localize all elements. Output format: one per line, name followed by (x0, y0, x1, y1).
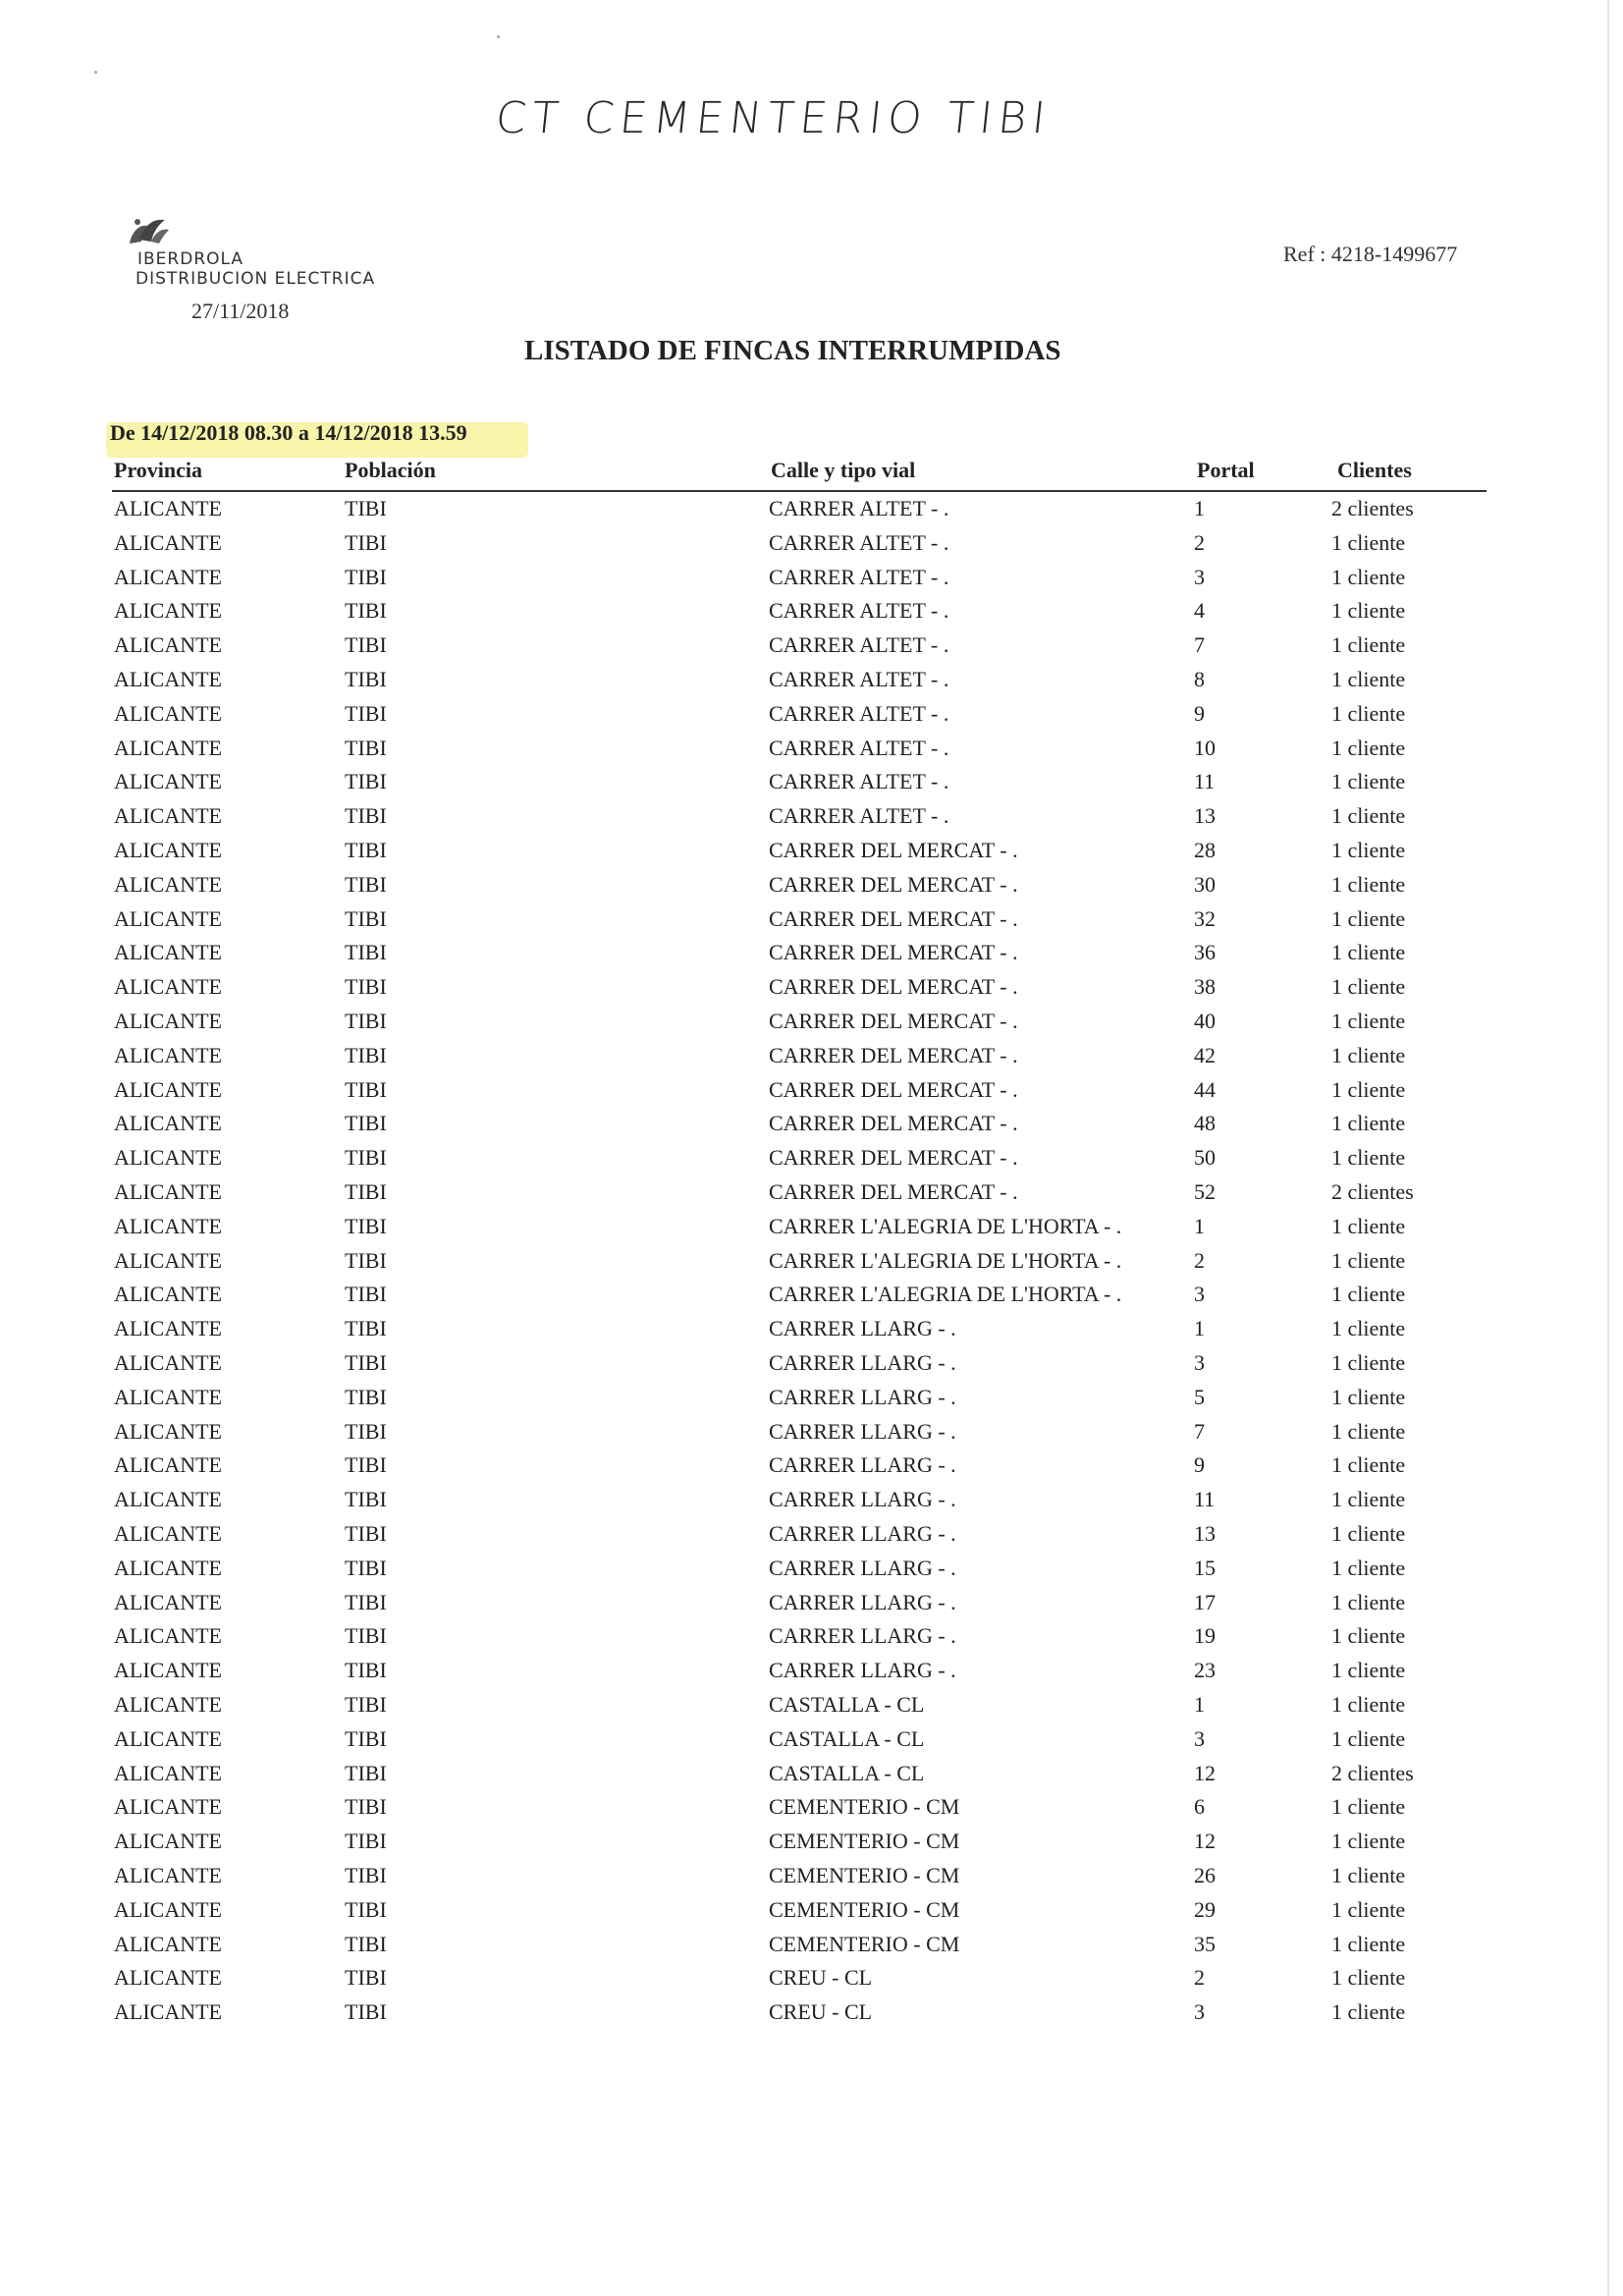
cell-poblacion: TIBI (345, 1350, 387, 1375)
cell-provincia: ALICANTE (114, 598, 222, 624)
cell-poblacion: TIBI (345, 905, 387, 931)
cell-clientes: 1 cliente (1331, 1316, 1406, 1341)
cell-clientes: 1 cliente (1331, 1965, 1406, 1991)
cell-clientes: 1 cliente (1331, 1725, 1406, 1751)
cell-calle: CASTALLA - CL (769, 1692, 925, 1717)
cell-calle: CARRER LLARG - . (769, 1589, 956, 1614)
cell-clientes: 1 cliente (1331, 838, 1406, 862)
table-row (0, 1009, 1623, 1042)
cell-clientes: 1 cliente (1331, 1076, 1406, 1102)
cell-calle: CARRER L'ALEGRIA DE L'HORTA - . (769, 1282, 1122, 1307)
cell-calle: CARRER DEL MERCAT - . (769, 1179, 1018, 1204)
cell-calle: CARRER LLARG - . (769, 1316, 956, 1341)
cell-poblacion: TIBI (345, 1623, 387, 1649)
column-header-poblacion: Población (345, 458, 436, 482)
cell-calle: CARRER ALTET - . (769, 529, 949, 555)
cell-provincia: ALICANTE (114, 1692, 222, 1717)
table-row (0, 1452, 1623, 1486)
cell-provincia: ALICANTE (114, 905, 222, 931)
cell-portal: 3 (1194, 1999, 1205, 2025)
cell-portal: 17 (1194, 1589, 1216, 1614)
cell-provincia: ALICANTE (114, 1999, 222, 2025)
cell-portal: 30 (1194, 871, 1216, 897)
table-row (0, 736, 1623, 769)
cell-poblacion: TIBI (345, 1999, 387, 2025)
cell-clientes: 1 cliente (1331, 1042, 1406, 1067)
cell-portal: 19 (1194, 1623, 1216, 1649)
cell-provincia: ALICANTE (114, 1179, 222, 1204)
cell-clientes: 1 cliente (1331, 1931, 1406, 1956)
table-row (0, 1897, 1623, 1931)
cell-provincia: ALICANTE (114, 1760, 222, 1785)
cell-poblacion: TIBI (345, 1213, 387, 1238)
column-header-calle: Calle y tipo vial (771, 458, 916, 482)
cell-portal: 6 (1194, 1794, 1205, 1820)
column-header-clientes: Clientes (1337, 458, 1412, 482)
cell-calle: CREU - CL (769, 1999, 873, 2025)
cell-calle: CARRER LLARG - . (769, 1623, 956, 1649)
cell-clientes: 1 cliente (1331, 1692, 1406, 1717)
cell-provincia: ALICANTE (114, 1042, 222, 1067)
table-row (0, 1248, 1623, 1282)
cell-provincia: ALICANTE (114, 1829, 222, 1854)
company-division: DISTRIBUCION ELECTRICA (135, 269, 376, 289)
cell-poblacion: TIBI (345, 667, 387, 691)
cell-calle: CARRER LLARG - . (769, 1658, 956, 1683)
table-row (0, 1214, 1623, 1247)
cell-portal: 3 (1194, 1725, 1205, 1751)
cell-clientes: 1 cliente (1331, 769, 1406, 794)
cell-poblacion: TIBI (345, 1384, 387, 1409)
table-row (0, 530, 1623, 564)
cell-provincia: ALICANTE (114, 1316, 222, 1341)
cell-clientes: 1 cliente (1331, 871, 1406, 897)
table-row (0, 769, 1623, 802)
cell-provincia: ALICANTE (114, 803, 222, 829)
cell-portal: 44 (1194, 1076, 1216, 1102)
cell-poblacion: TIBI (345, 1521, 387, 1546)
table-row (0, 1419, 1623, 1452)
cell-poblacion: TIBI (345, 769, 387, 794)
cell-portal: 4 (1194, 598, 1205, 624)
cell-portal: 28 (1194, 838, 1216, 862)
table-row (0, 1521, 1623, 1555)
cell-calle: CARRER DEL MERCAT - . (769, 1145, 1018, 1171)
cell-provincia: ALICANTE (114, 1658, 222, 1683)
cell-calle: CARRER ALTET - . (769, 667, 949, 691)
cell-provincia: ALICANTE (114, 564, 222, 589)
cell-provincia: ALICANTE (114, 838, 222, 862)
cell-calle: CARRER DEL MERCAT - . (769, 905, 1018, 931)
cell-clientes: 1 cliente (1331, 1282, 1406, 1307)
cell-provincia: ALICANTE (114, 1350, 222, 1375)
cell-poblacion: TIBI (345, 838, 387, 862)
cell-provincia: ALICANTE (114, 735, 222, 760)
cell-provincia: ALICANTE (114, 1487, 222, 1512)
cell-poblacion: TIBI (345, 1418, 387, 1444)
cell-clientes: 1 cliente (1331, 1658, 1406, 1683)
cell-clientes: 1 cliente (1331, 1111, 1406, 1136)
cell-portal: 13 (1194, 1521, 1216, 1546)
table-row (0, 701, 1623, 735)
cell-portal: 11 (1194, 769, 1216, 794)
table-row (0, 1350, 1623, 1384)
table-row (0, 1965, 1623, 1998)
table-row (0, 1145, 1623, 1178)
cell-calle: CARRER LLARG - . (769, 1418, 956, 1444)
cell-clientes: 1 cliente (1331, 940, 1406, 965)
table-row (0, 1179, 1623, 1213)
cell-clientes: 1 cliente (1331, 700, 1406, 726)
cell-portal: 23 (1194, 1658, 1216, 1683)
table-row (0, 872, 1623, 905)
cell-poblacion: TIBI (345, 700, 387, 726)
cell-portal: 8 (1194, 667, 1205, 691)
cell-portal: 11 (1194, 1487, 1216, 1512)
cell-poblacion: TIBI (345, 1725, 387, 1751)
cell-provincia: ALICANTE (114, 1931, 222, 1956)
cell-clientes: 1 cliente (1331, 1418, 1406, 1444)
cell-calle: CREU - CL (769, 1965, 873, 1991)
cell-portal: 10 (1194, 735, 1216, 760)
cell-clientes: 1 cliente (1331, 667, 1406, 691)
cell-clientes: 1 cliente (1331, 1589, 1406, 1614)
cell-clientes: 2 clientes (1331, 1179, 1414, 1204)
table-row (0, 632, 1623, 666)
cell-clientes: 1 cliente (1331, 1145, 1406, 1171)
cell-calle: CARRER DEL MERCAT - . (769, 838, 1018, 862)
cell-clientes: 1 cliente (1331, 1350, 1406, 1375)
cell-calle: CARRER LLARG - . (769, 1555, 956, 1580)
cell-poblacion: TIBI (345, 1589, 387, 1614)
cell-portal: 12 (1194, 1760, 1216, 1785)
cell-poblacion: TIBI (345, 564, 387, 589)
cell-clientes: 1 cliente (1331, 1009, 1406, 1033)
cell-provincia: ALICANTE (114, 1247, 222, 1273)
cell-clientes: 1 cliente (1331, 905, 1406, 931)
cell-portal: 13 (1194, 803, 1216, 829)
cell-calle: CARRER LLARG - . (769, 1452, 956, 1478)
cell-portal: 1 (1194, 1316, 1205, 1341)
cell-calle: CARRER DEL MERCAT - . (769, 974, 1018, 1000)
cell-provincia: ALICANTE (114, 1589, 222, 1614)
cell-portal: 1 (1194, 1213, 1205, 1238)
cell-clientes: 1 cliente (1331, 1794, 1406, 1820)
cell-calle: CARRER ALTET - . (769, 564, 949, 589)
cell-portal: 42 (1194, 1042, 1216, 1067)
cell-clientes: 1 cliente (1331, 1247, 1406, 1273)
cell-poblacion: TIBI (345, 1555, 387, 1580)
cell-calle: CARRER ALTET - . (769, 632, 949, 658)
cell-calle: CARRER ALTET - . (769, 598, 949, 624)
cell-poblacion: TIBI (345, 1042, 387, 1067)
table-row (0, 1111, 1623, 1144)
cell-clientes: 1 cliente (1331, 803, 1406, 829)
cell-provincia: ALICANTE (114, 1965, 222, 1991)
cell-provincia: ALICANTE (114, 529, 222, 555)
table-row (0, 1077, 1623, 1111)
table-row (0, 906, 1623, 940)
cell-provincia: ALICANTE (114, 1794, 222, 1820)
cell-calle: CEMENTERIO - CM (769, 1896, 960, 1922)
cell-clientes: 1 cliente (1331, 1384, 1406, 1409)
cell-calle: CARRER DEL MERCAT - . (769, 871, 1018, 897)
cell-clientes: 1 cliente (1331, 1555, 1406, 1580)
table-row (0, 1282, 1623, 1315)
cell-clientes: 1 cliente (1331, 1623, 1406, 1649)
cell-calle: CARRER ALTET - . (769, 496, 949, 520)
cell-clientes: 1 cliente (1331, 1452, 1406, 1478)
column-header-portal: Portal (1197, 458, 1255, 482)
cell-poblacion: TIBI (345, 1282, 387, 1307)
cell-poblacion: TIBI (345, 1829, 387, 1854)
cell-clientes: 1 cliente (1331, 974, 1406, 1000)
cell-provincia: ALICANTE (114, 1452, 222, 1478)
cell-poblacion: TIBI (345, 1965, 387, 1991)
cell-portal: 40 (1194, 1009, 1216, 1033)
cell-poblacion: TIBI (345, 940, 387, 965)
cell-poblacion: TIBI (345, 1692, 387, 1717)
cell-portal: 2 (1194, 1965, 1205, 1991)
table-row (0, 1385, 1623, 1418)
cell-poblacion: TIBI (345, 1145, 387, 1171)
cell-provincia: ALICANTE (114, 1725, 222, 1751)
cell-calle: CARRER DEL MERCAT - . (769, 1076, 1018, 1102)
cell-poblacion: TIBI (345, 1076, 387, 1102)
cell-provincia: ALICANTE (114, 1384, 222, 1409)
cell-portal: 26 (1194, 1863, 1216, 1887)
table-row (0, 1590, 1623, 1623)
table-row (0, 1726, 1623, 1760)
cell-portal: 15 (1194, 1555, 1216, 1580)
table-row (0, 803, 1623, 837)
cell-provincia: ALICANTE (114, 667, 222, 691)
cell-portal: 9 (1194, 700, 1205, 726)
cell-calle: CASTALLA - CL (769, 1760, 925, 1785)
cell-clientes: 1 cliente (1331, 632, 1406, 658)
cell-poblacion: TIBI (345, 1794, 387, 1820)
cell-provincia: ALICANTE (114, 1009, 222, 1033)
table-row (0, 1863, 1623, 1896)
cell-poblacion: TIBI (345, 529, 387, 555)
cell-calle: CEMENTERIO - CM (769, 1931, 960, 1956)
company-name: IBERDROLA (137, 249, 244, 269)
cell-portal: 2 (1194, 1247, 1205, 1273)
cell-provincia: ALICANTE (114, 1213, 222, 1238)
cell-calle: CARRER LLARG - . (769, 1384, 956, 1409)
cell-clientes: 1 cliente (1331, 1896, 1406, 1922)
cell-calle: CARRER LLARG - . (769, 1350, 956, 1375)
cell-poblacion: TIBI (345, 1658, 387, 1683)
cell-portal: 48 (1194, 1111, 1216, 1136)
table-row (0, 565, 1623, 598)
table-row (0, 940, 1623, 973)
column-header-provincia: Provincia (114, 458, 203, 482)
cell-clientes: 2 clientes (1331, 1760, 1414, 1785)
scan-speck (94, 71, 97, 74)
cell-calle: CARRER LLARG - . (769, 1487, 956, 1512)
cell-portal: 3 (1194, 564, 1205, 589)
cell-clientes: 1 cliente (1331, 735, 1406, 760)
cell-poblacion: TIBI (345, 871, 387, 897)
cell-calle: CARRER ALTET - . (769, 735, 949, 760)
cell-clientes: 1 cliente (1331, 529, 1406, 555)
cell-clientes: 1 cliente (1331, 598, 1406, 624)
cell-portal: 35 (1194, 1931, 1216, 1956)
cell-provincia: ALICANTE (114, 1521, 222, 1546)
table-row (0, 1761, 1623, 1794)
cell-poblacion: TIBI (345, 803, 387, 829)
cell-provincia: ALICANTE (114, 769, 222, 794)
cell-poblacion: TIBI (345, 1487, 387, 1512)
table-row (0, 1623, 1623, 1657)
cell-provincia: ALICANTE (114, 1555, 222, 1580)
cell-calle: CARRER ALTET - . (769, 769, 949, 794)
cell-provincia: ALICANTE (114, 1145, 222, 1171)
cell-calle: CARRER ALTET - . (769, 700, 949, 726)
table-row (0, 1794, 1623, 1828)
reference-number: Ref : 4218-1499677 (1283, 242, 1458, 266)
cell-provincia: ALICANTE (114, 700, 222, 726)
cell-provincia: ALICANTE (114, 1282, 222, 1307)
cell-calle: CARRER DEL MERCAT - . (769, 1042, 1018, 1067)
cell-calle: CARRER L'ALEGRIA DE L'HORTA - . (769, 1213, 1122, 1238)
cell-provincia: ALICANTE (114, 1623, 222, 1649)
cell-provincia: ALICANTE (114, 1896, 222, 1922)
cell-portal: 3 (1194, 1350, 1205, 1375)
cell-provincia: ALICANTE (114, 496, 222, 520)
cell-calle: CARRER L'ALEGRIA DE L'HORTA - . (769, 1247, 1122, 1273)
cell-calle: CARRER ALTET - . (769, 803, 949, 829)
cell-portal: 3 (1194, 1282, 1205, 1307)
iberdrola-leaf-icon (126, 214, 171, 247)
table-row (0, 1487, 1623, 1520)
cell-calle: CARRER DEL MERCAT - . (769, 1111, 1018, 1136)
cell-portal: 29 (1194, 1896, 1216, 1922)
cell-provincia: ALICANTE (114, 1111, 222, 1136)
cell-provincia: ALICANTE (114, 871, 222, 897)
scan-speck (497, 35, 500, 38)
cell-portal: 36 (1194, 940, 1216, 965)
cell-clientes: 1 cliente (1331, 1487, 1406, 1512)
cell-clientes: 1 cliente (1331, 1213, 1406, 1238)
cell-provincia: ALICANTE (114, 1418, 222, 1444)
cell-calle: CEMENTERIO - CM (769, 1794, 960, 1820)
cell-clientes: 1 cliente (1331, 564, 1406, 589)
cell-poblacion: TIBI (345, 598, 387, 624)
cell-poblacion: TIBI (345, 1179, 387, 1204)
period-block (110, 420, 467, 446)
cell-poblacion: TIBI (345, 1111, 387, 1136)
cell-poblacion: TIBI (345, 974, 387, 1000)
table-row (0, 974, 1623, 1008)
cell-poblacion: TIBI (345, 1760, 387, 1785)
cell-portal: 1 (1194, 496, 1205, 520)
cell-poblacion: TIBI (345, 1009, 387, 1033)
cell-poblacion: TIBI (345, 496, 387, 520)
cell-provincia: ALICANTE (114, 1076, 222, 1102)
cell-portal: 52 (1194, 1179, 1216, 1204)
cell-portal: 7 (1194, 632, 1205, 658)
cell-provincia: ALICANTE (114, 940, 222, 965)
table-row (0, 1829, 1623, 1862)
cell-calle: CARRER LLARG - . (769, 1521, 956, 1546)
cell-poblacion: TIBI (345, 1896, 387, 1922)
table-row (0, 1043, 1623, 1076)
cell-portal: 9 (1194, 1452, 1205, 1478)
cell-portal: 32 (1194, 905, 1216, 931)
table-row (0, 1999, 1623, 2033)
cell-provincia: ALICANTE (114, 632, 222, 658)
cell-calle: CARRER DEL MERCAT - . (769, 940, 1018, 965)
cell-clientes: 1 cliente (1331, 1521, 1406, 1546)
header-rule (112, 490, 1487, 492)
cell-poblacion: TIBI (345, 1931, 387, 1956)
cell-portal: 1 (1194, 1692, 1205, 1717)
cell-calle: CEMENTERIO - CM (769, 1829, 960, 1854)
report-date: 27/11/2018 (191, 299, 290, 323)
table-row (0, 1316, 1623, 1349)
table-row (0, 1932, 1623, 1965)
cell-clientes: 1 cliente (1331, 1863, 1406, 1887)
cell-poblacion: TIBI (345, 735, 387, 760)
cell-poblacion: TIBI (345, 1316, 387, 1341)
cell-provincia: ALICANTE (114, 1863, 222, 1887)
cell-calle: CEMENTERIO - CM (769, 1863, 960, 1887)
cell-clientes: 1 cliente (1331, 1829, 1406, 1854)
table-row (0, 598, 1623, 631)
cell-poblacion: TIBI (345, 1247, 387, 1273)
cell-portal: 2 (1194, 529, 1205, 555)
cell-portal: 12 (1194, 1829, 1216, 1854)
cell-poblacion: TIBI (345, 1863, 387, 1887)
cell-poblacion: TIBI (345, 632, 387, 658)
table-row (0, 1556, 1623, 1589)
cell-portal: 5 (1194, 1384, 1205, 1409)
cell-poblacion: TIBI (345, 1452, 387, 1478)
cell-calle: CARRER DEL MERCAT - . (769, 1009, 1018, 1033)
cell-portal: 7 (1194, 1418, 1205, 1444)
table-row (0, 496, 1623, 529)
cell-calle: CASTALLA - CL (769, 1725, 925, 1751)
table-row (0, 838, 1623, 871)
interruption-period: De 14/12/2018 08.30 a 14/12/2018 13.59 (110, 420, 467, 445)
cell-portal: 50 (1194, 1145, 1216, 1171)
table-row (0, 667, 1623, 700)
table-row (0, 1692, 1623, 1725)
table-row (0, 1658, 1623, 1691)
cell-clientes: 2 clientes (1331, 496, 1414, 520)
cell-portal: 38 (1194, 974, 1216, 1000)
document-title: LISTADO DE FINCAS INTERRUMPIDAS (524, 335, 1061, 366)
cell-provincia: ALICANTE (114, 974, 222, 1000)
handwritten-note: CT CEMENTERIO TIBI (493, 93, 1054, 143)
cell-clientes: 1 cliente (1331, 1999, 1406, 2025)
